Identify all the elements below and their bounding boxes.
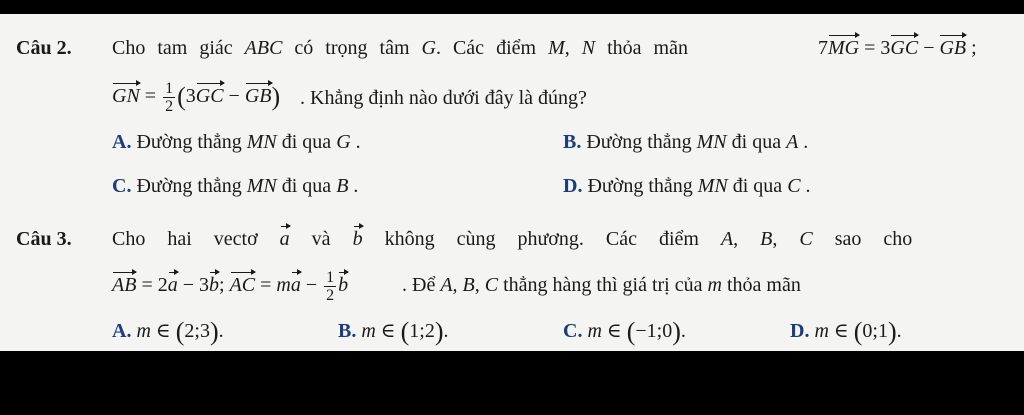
q2-option-c[interactable]: C. Đường thẳng MN đi qua B . (112, 175, 359, 197)
q2-formula-1: 7MG = 3GC − GB ; (818, 37, 977, 59)
q3-option-b[interactable]: B. m ∈ (1;2). (338, 317, 449, 346)
q2-option-a[interactable]: A. Đường thẳng MN đi qua G . (112, 131, 361, 153)
q2-number: Câu 2. (16, 37, 72, 59)
document-page (0, 14, 1024, 351)
q2-option-b[interactable]: B. Đường thẳng MN đi qua A . (563, 131, 809, 153)
q2-stem: Cho tam giác ABC có trọng tâm G. Các điểm M, N thỏa mãn (112, 37, 688, 59)
q3-number: Câu 3. (16, 228, 72, 250)
q3-option-c[interactable]: C. m ∈ (−1;0). (563, 317, 686, 346)
q3-formula: AB = 2a − 3b; AC = ma − $\frac{1}{2}$ b (112, 269, 349, 304)
q3-option-a[interactable]: A. m ∈ (2;3). (112, 317, 224, 346)
q3-stem: Cho hai vectơ a và b không cùng phương. Các điểm A, B, C sao cho (112, 228, 913, 250)
q2-option-d[interactable]: D. Đường thẳng MN đi qua C . (563, 175, 811, 197)
q2-question: . Khẳng định nào dưới đây là đúng? (300, 87, 587, 109)
q3-question: . Để A, B, C thẳng hàng thì giá trị của m thỏa mãn (402, 274, 801, 296)
q2-formula-2: GN = $\frac{1}{2}$ (3GC − GB) (112, 80, 281, 115)
bottom-black-bar (0, 351, 1024, 415)
top-black-bar (0, 0, 1024, 14)
q3-option-d[interactable]: D. m ∈ (0;1). (790, 317, 902, 346)
